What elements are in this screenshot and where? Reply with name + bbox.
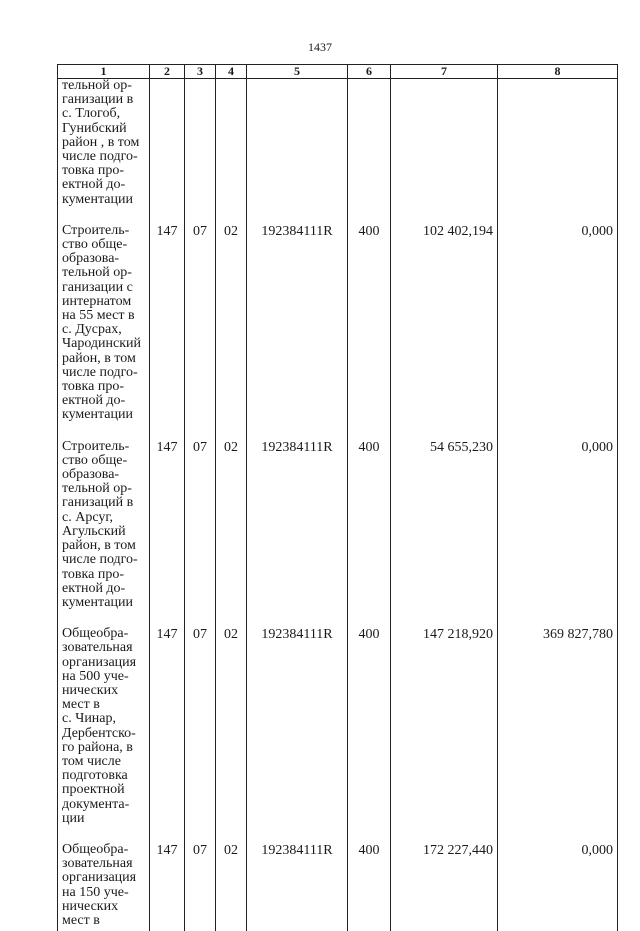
table-row [58, 440, 618, 610]
spacer-cell [150, 610, 185, 627]
spacer-cell [247, 423, 348, 440]
table-row [58, 627, 618, 826]
amount-year2-cell: 369 827,780 [498, 627, 618, 826]
spacer-cell [150, 423, 185, 440]
row-spacer [58, 826, 618, 843]
subsection-code-cell: 02 [216, 843, 247, 931]
target-article-cell: 192384111R [247, 843, 348, 931]
amount-year2-cell: 0,000 [498, 843, 618, 931]
ministry-code-cell: 147 [150, 843, 185, 931]
section-code-cell: 07 [185, 627, 216, 826]
amount-year1-cell: 147 218,920 [391, 627, 498, 826]
row-spacer [58, 207, 618, 224]
ministry-code-cell: 147 [150, 440, 185, 610]
amount-year1-cell: 172 227,440 [391, 843, 498, 931]
section-code-cell: 07 [185, 224, 216, 423]
spacer-cell [498, 610, 618, 627]
table-row [58, 843, 618, 931]
spacer-cell [498, 207, 618, 224]
spacer-cell [247, 826, 348, 843]
col-header-3: 3 [185, 65, 216, 79]
table-row [58, 79, 618, 207]
spacer-cell [185, 610, 216, 627]
header-row [58, 65, 618, 79]
expense-type-cell [348, 79, 391, 207]
section-code-cell [185, 79, 216, 207]
col-header-6: 6 [348, 65, 391, 79]
object-name-cell: Строитель- ство обще- образова- тельной ор- ганизации с интернатом на 55 мест в с. Дусрах, Чародинский район, в том числе подго- товка про- ектной до- кументации [58, 224, 150, 423]
spacer-cell [185, 207, 216, 224]
budget-table [57, 64, 618, 931]
amount-year1-cell [391, 79, 498, 207]
amount-year2-cell [498, 79, 618, 207]
spacer-cell [150, 826, 185, 843]
target-article-cell [247, 79, 348, 207]
spacer-cell [58, 826, 150, 843]
col-header-1: 1 [58, 65, 150, 79]
spacer-cell [150, 207, 185, 224]
spacer-cell [498, 423, 618, 440]
spacer-cell [58, 207, 150, 224]
object-name-cell: тельной ор- ганизации в с. Тлогоб, Гунибский район , в том числе подго- товка про- ектной до- кументации [58, 79, 150, 207]
amount-year2-cell: 0,000 [498, 224, 618, 423]
object-name-cell: Общеобра- зовательная организация на 500 уче- нических мест в с. Чинар, Дербентско- го района, в том числе подготовка проектной документа- ции [58, 627, 150, 826]
spacer-cell [216, 423, 247, 440]
target-article-cell: 192384111R [247, 440, 348, 610]
ministry-code-cell: 147 [150, 627, 185, 826]
ministry-code-cell: 147 [150, 224, 185, 423]
col-header-5: 5 [247, 65, 348, 79]
col-header-4: 4 [216, 65, 247, 79]
col-header-7: 7 [391, 65, 498, 79]
spacer-cell [247, 207, 348, 224]
spacer-cell [247, 610, 348, 627]
amount-year1-cell: 54 655,230 [391, 440, 498, 610]
expense-type-cell: 400 [348, 843, 391, 931]
spacer-cell [58, 610, 150, 627]
subsection-code-cell: 02 [216, 440, 247, 610]
subsection-code-cell: 02 [216, 224, 247, 423]
spacer-cell [391, 610, 498, 627]
object-name-cell: Строитель- ство обще- образова- тельной ор- ганизаций в с. Арсуг, Агульский район, в том числе подго- товка про- ектной до- кументации [58, 440, 150, 610]
target-article-cell: 192384111R [247, 224, 348, 423]
section-code-cell: 07 [185, 440, 216, 610]
col-header-2: 2 [150, 65, 185, 79]
amount-year2-cell: 0,000 [498, 440, 618, 610]
spacer-cell [348, 610, 391, 627]
subsection-code-cell [216, 79, 247, 207]
amount-year1-cell: 102 402,194 [391, 224, 498, 423]
expense-type-cell: 400 [348, 440, 391, 610]
col-header-8: 8 [498, 65, 618, 79]
spacer-cell [185, 826, 216, 843]
spacer-cell [391, 423, 498, 440]
table-row [58, 224, 618, 423]
spacer-cell [216, 610, 247, 627]
page-number: 1437 [308, 40, 332, 54]
spacer-cell [348, 423, 391, 440]
spacer-cell [348, 826, 391, 843]
spacer-cell [391, 207, 498, 224]
subsection-code-cell: 02 [216, 627, 247, 826]
ministry-code-cell [150, 79, 185, 207]
row-spacer [58, 610, 618, 627]
spacer-cell [185, 423, 216, 440]
spacer-cell [391, 826, 498, 843]
spacer-cell [498, 826, 618, 843]
target-article-cell: 192384111R [247, 627, 348, 826]
spacer-cell [58, 423, 150, 440]
spacer-cell [216, 207, 247, 224]
section-code-cell: 07 [185, 843, 216, 931]
expense-type-cell: 400 [348, 224, 391, 423]
spacer-cell [216, 826, 247, 843]
spacer-cell [348, 207, 391, 224]
expense-type-cell: 400 [348, 627, 391, 826]
row-spacer [58, 423, 618, 440]
object-name-cell: Общеобра- зовательная организация на 150 уче- нических мест в [58, 843, 150, 931]
